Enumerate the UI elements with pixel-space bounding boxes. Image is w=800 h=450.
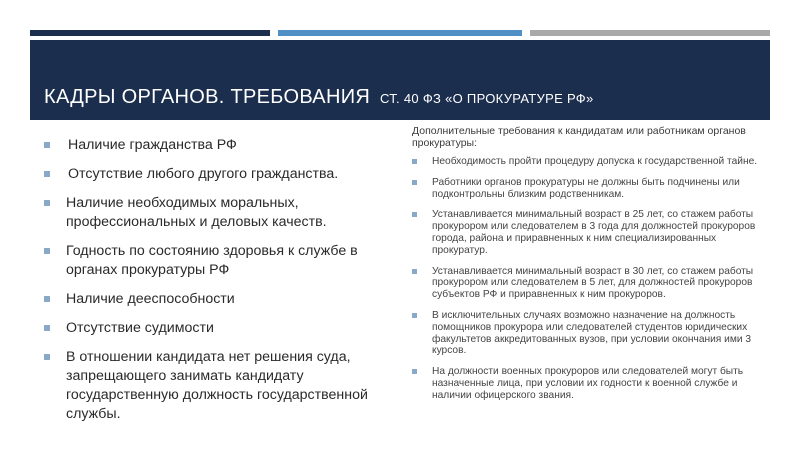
additional-requirements	[412, 125, 762, 411]
list-item-text: Годность по состоянию здоровья к службе в органах прокуратуры РФ	[66, 243, 358, 278]
list-item-text: Отсутствие любого другого гражданства.	[68, 166, 339, 182]
list-item-text: На должности военных прокуроров или следователей могут быть назначенные лица, при условии их годности к военной службе и наличии офицерского звания.	[432, 366, 744, 401]
list-item	[44, 165, 394, 184]
additional-requirements-list	[412, 156, 762, 402]
list-item-text: Устанавливается минимальный возраст в 25 лет, со стажем работы прокурором или следователем в 3 года для должностей прокуроров города, района и приравненных к ним специализированных прокуратур.	[432, 209, 756, 256]
list-item-text: Работники органов прокуратуры не должны быть подчинены или подконтрольны близким родственникам.	[432, 176, 740, 200]
additional-requirements-intro: Дополнительные требования к кандидатам или работникам органов прокуратуры:	[412, 125, 746, 149]
slide-title	[44, 86, 594, 109]
title-banner	[30, 40, 770, 120]
bullet-icon	[44, 248, 50, 254]
list-item-text: Наличие дееспособности	[66, 291, 235, 307]
list-item-text: Устанавливается минимальный возраст в 30 лет, со стажем работы прокурором или следователем в 5 лет, для должностей прокуроров субъектов РФ и приравненных к ним прокуроров.	[432, 265, 754, 301]
bullet-icon	[412, 212, 417, 217]
list-item	[44, 242, 394, 280]
list-item-text: Необходимость пройти процедуру допуска к государственной тайне.	[432, 156, 758, 167]
slide-title-main: КАДРЫ ОРГАНОВ. ТРЕБОВАНИЯ	[44, 86, 371, 108]
slide-title-subtitle: СТ. 40 ФЗ «О ПРОКУРАТУРЕ РФ»	[379, 91, 594, 106]
list-item-text: В отношении кандидата нет решения суда, запрещающего занимать кандидату государственную должность государственной службы.	[66, 349, 368, 422]
list-item	[412, 156, 762, 168]
list-item-text: Наличие необходимых моральных, профессиональных и деловых качеств.	[66, 195, 327, 230]
bullet-icon	[44, 325, 50, 331]
top-stripe-dark	[30, 30, 270, 36]
list-item-text: В исключительных случаях возможно назначение на должность помощников прокурора или следователей студентов юридических факультетов аккредитованных вузов, при условии окончания ими 3 курсов.	[432, 309, 752, 357]
list-item	[44, 319, 394, 338]
bullet-icon	[44, 171, 50, 177]
list-item	[412, 366, 762, 401]
bullet-icon	[412, 269, 417, 274]
bullet-icon	[44, 354, 50, 360]
list-item	[412, 266, 762, 301]
list-item	[412, 209, 762, 256]
top-stripe-blue	[278, 30, 522, 36]
bullet-icon	[412, 369, 417, 374]
bullet-icon	[412, 313, 417, 318]
list-item	[44, 194, 394, 232]
main-requirements-list	[44, 136, 394, 434]
bullet-icon	[412, 180, 417, 185]
list-item	[44, 290, 394, 309]
bullet-icon	[44, 296, 50, 302]
bullet-icon	[44, 142, 50, 148]
bullet-icon	[44, 200, 50, 206]
list-item	[412, 177, 762, 201]
bullet-icon	[412, 159, 417, 164]
list-item	[44, 136, 394, 155]
top-stripe-gray	[530, 30, 770, 36]
list-item	[44, 348, 394, 424]
list-item-text: Отсутствие судимости	[66, 320, 214, 336]
list-item-text: Наличие гражданства РФ	[68, 137, 237, 153]
list-item	[412, 310, 762, 357]
